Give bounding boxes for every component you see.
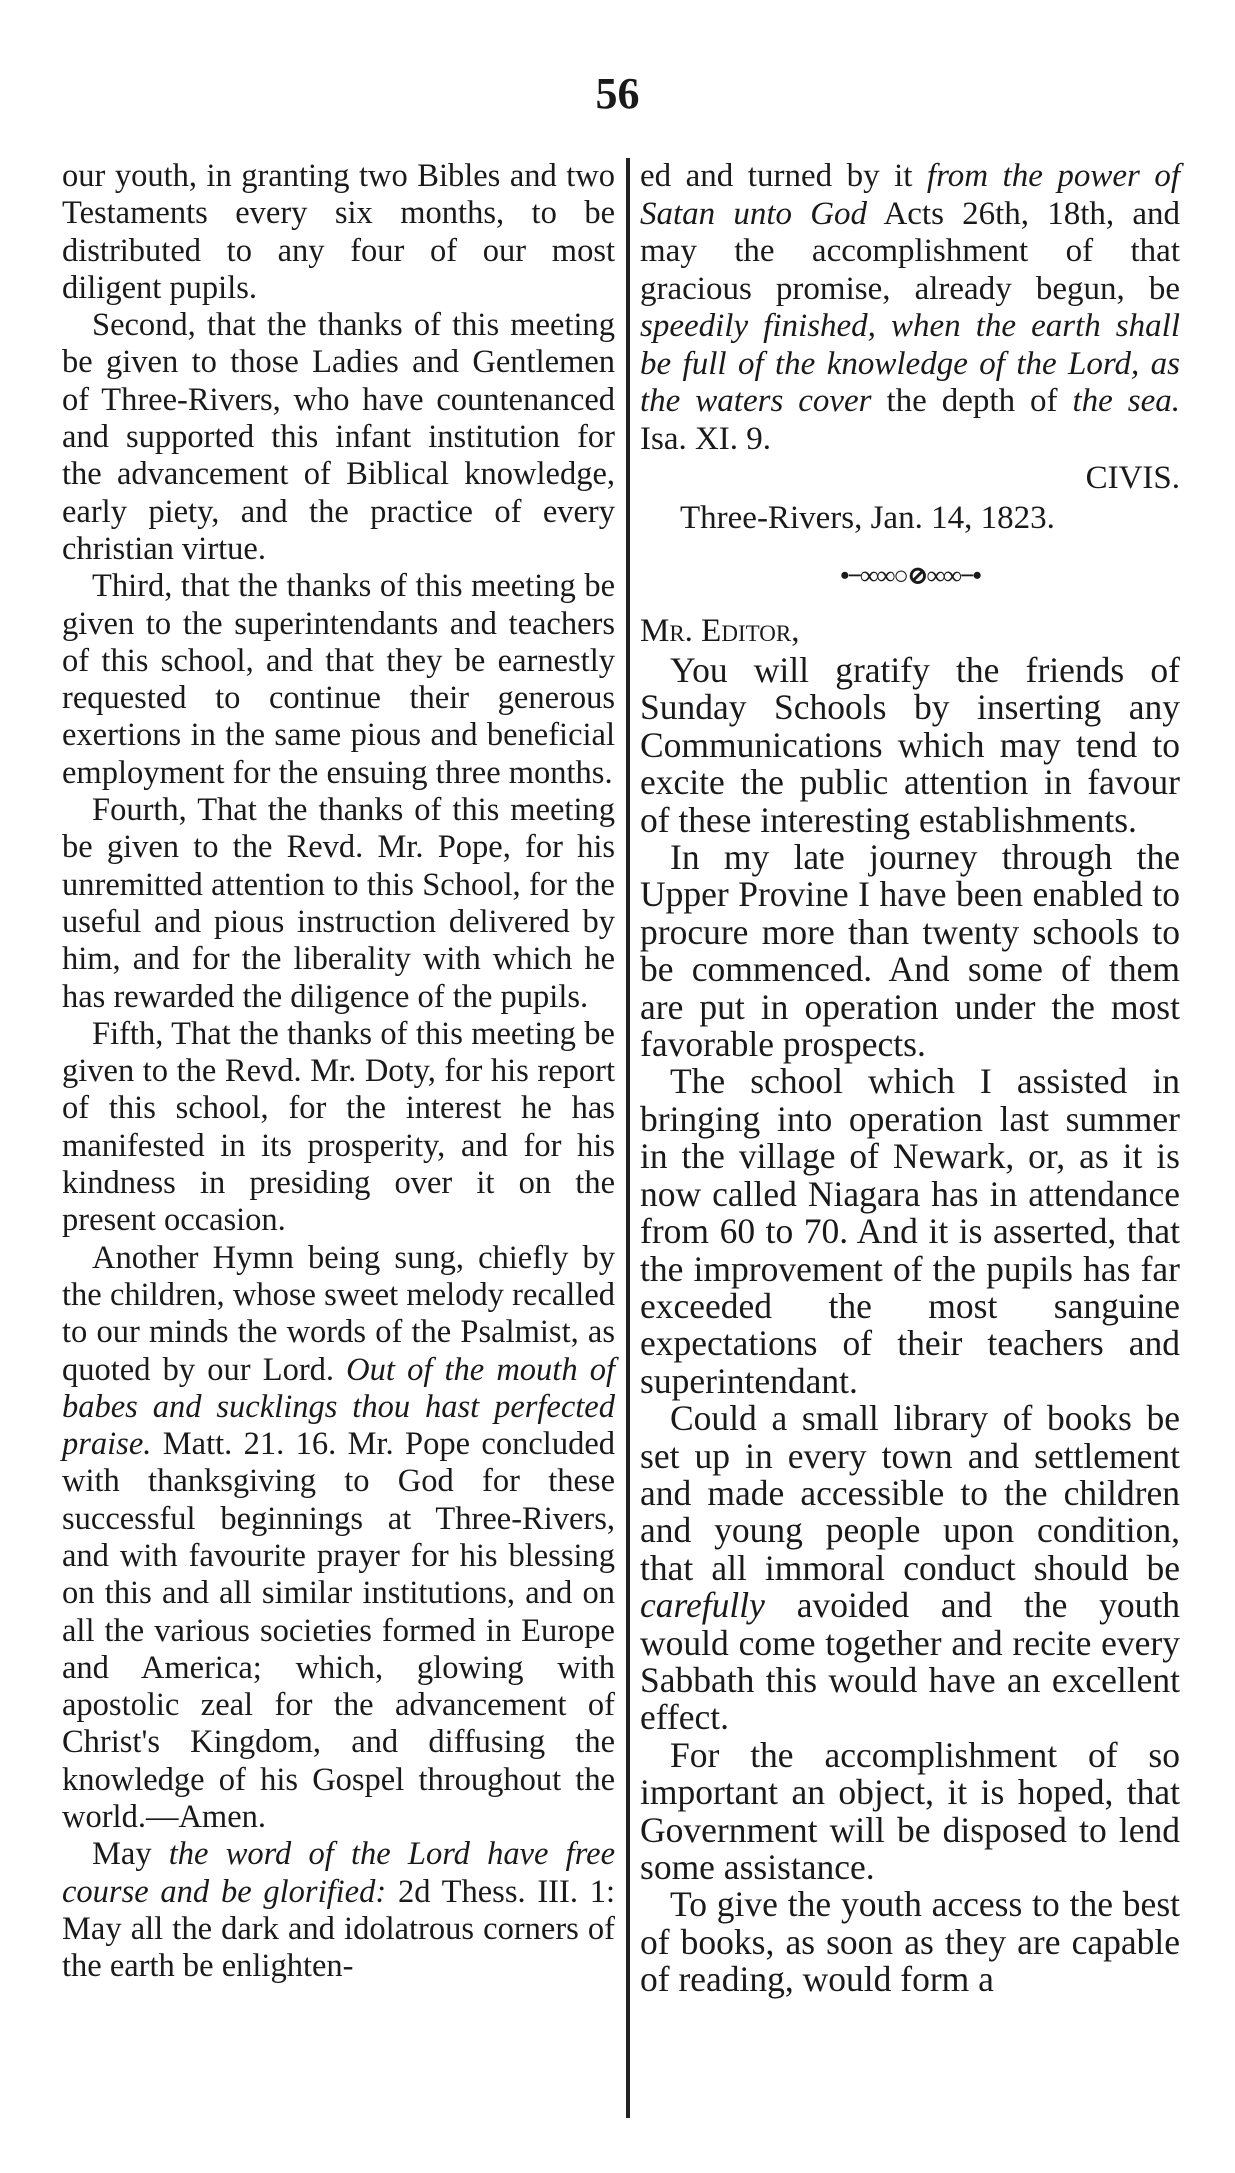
isaiah-quote: speedily finished, when the earth shall be full of the knowledge of the Lord, as the waters cover [640,308,1180,419]
hymn-text-b: Matt. 21. 16. Mr. Pope concluded with thanksgiving to God for these successful beginnings at Three-Rivers, and with favourite prayer for his blessing on this and all similar institutions, and on all the various societies formed in Europe and America; which, glowing with apostolic zeal for the advancement of Christ's Kingdom, and diffusing the knowledge of his Gospel throughout the world.—Amen. [62,1426,615,1836]
prayer-text-b: 2d Thess. III. 1: May all the dark and idolatrous corners of the earth be enlighten- [62,1873,616,1985]
letter-paragraph-5: For the accomplishment of so important an object, it is hoped, that Government will be disposed to lend some assistance. [640,1734,1180,1887]
prayer-text-a: May [92,1836,152,1873]
salutation: Mr. Editor, [640,612,800,649]
letter-paragraph-3: The school which I assisted in bringing into operation last summer in the village of Newark, or, as it is now called Niagara has in attendance from 60 to 70. And it is asserted, that the improvement of the pupils has far exceeded the most sanguine expectations of their teachers and superintendant. [640,1061,1180,1401]
letter-paragraph-1: You will gratify the friends of Sunday Schools by inserting any Communications which may tend to excite the public attention in favour of these interesting establishments. [640,650,1180,840]
hymn-text-a: Another Hymn being sung, chiefly by the children, whose sweet melody recalled to our minds the words of the Psalmist, as quoted by our Lord. [62,1239,615,1388]
continued-text-c: the depth of [886,383,1058,419]
psalm-quote: Out of the mouth of babes and sucklings thou hast perfected praise. [62,1351,616,1463]
resolution-fourth: Fourth, That the thanks of this meeting be given to the Revd. Mr. Pope, for his unremitted attention to this School, for the useful and pious instruction delivered by him, and for the liberality with which he has rewarded the diligence of the pupils. [62,792,615,1015]
resolution-fifth: Fifth, That the thanks of this meeting be given to the Revd. Mr. Doty, for his report of this school, for the interest he has manifested in its prosperity, and for his kindness in presiding over it on the present occasion. [62,1015,615,1239]
letter-paragraph-2: In my late journey through the Upper Provine I have been enabled to procure more than twenty schools to be commenced. And some of them are put in operation under the most favorable prospects. [640,837,1180,1065]
carefully-emphasis: carefully [640,1585,765,1626]
acts-quote: from the power of Satan unto God [640,158,1181,232]
resolution-third: Third, that the thanks of this meeting be given to the superintendants and teachers of this school, and that they be earnestly requested to continue their generous exertions in the same pious and beneficial employment for the ensuing three months. [62,568,615,791]
right-column [640,158,1180,1999]
letter-paragraph-6: To give the youth access to the best of books, as soon as they are capable of reading, would form a [640,1884,1180,2000]
letter-paragraph-4 [640,1400,1180,1737]
resolution-second: Second, that the thanks of this meeting be given to those Ladies and Gentlemen of Three-Rivers, who have countenanced and supported this infant institution for the advancement of Biblical knowledge, early piety, and the practice of every christian virtue. [62,307,615,567]
column-divider [626,158,630,2118]
continued-text-b: Acts 26th, 18th, and may the accomplishment of that gracious promise, already begun, be [640,195,1180,307]
left-column [62,158,615,1986]
dateline: Three-Rivers, Jan. 14, 1823. [680,499,1055,536]
thessalonians-quote: the word of the Lord have free course and be glorified: [62,1836,615,1910]
isaiah-reference: Isa. XI. 9. [640,420,772,457]
library-text-b: avoided and the youth would come together and recite every Sabbath this would have an excellent effect. [640,1585,1181,1738]
isaiah-quote-end: the sea. [1072,383,1181,419]
hymn-paragraph [62,1240,615,1837]
ornament-divider: •−∞∞○⊘∞∞−• [840,561,980,590]
continued-text-a: ed and turned by it [640,158,913,194]
closing-prayer-paragraph [62,1836,615,1985]
signature: CIVIS. [1085,460,1180,496]
library-text-a: Could a small library of books be set up in every town and settlement and made accessible to the children and young people upon condition, that all immoral conduct should be [640,1398,1180,1588]
resolution-first-continued: our youth, in granting two Bibles and two Testaments every six months, to be distributed to any four of our most diligent pupils. [62,158,615,306]
letter-body [640,652,1180,1999]
page-number: 56 [595,69,640,118]
prayer-continued-paragraph [640,158,1180,458]
